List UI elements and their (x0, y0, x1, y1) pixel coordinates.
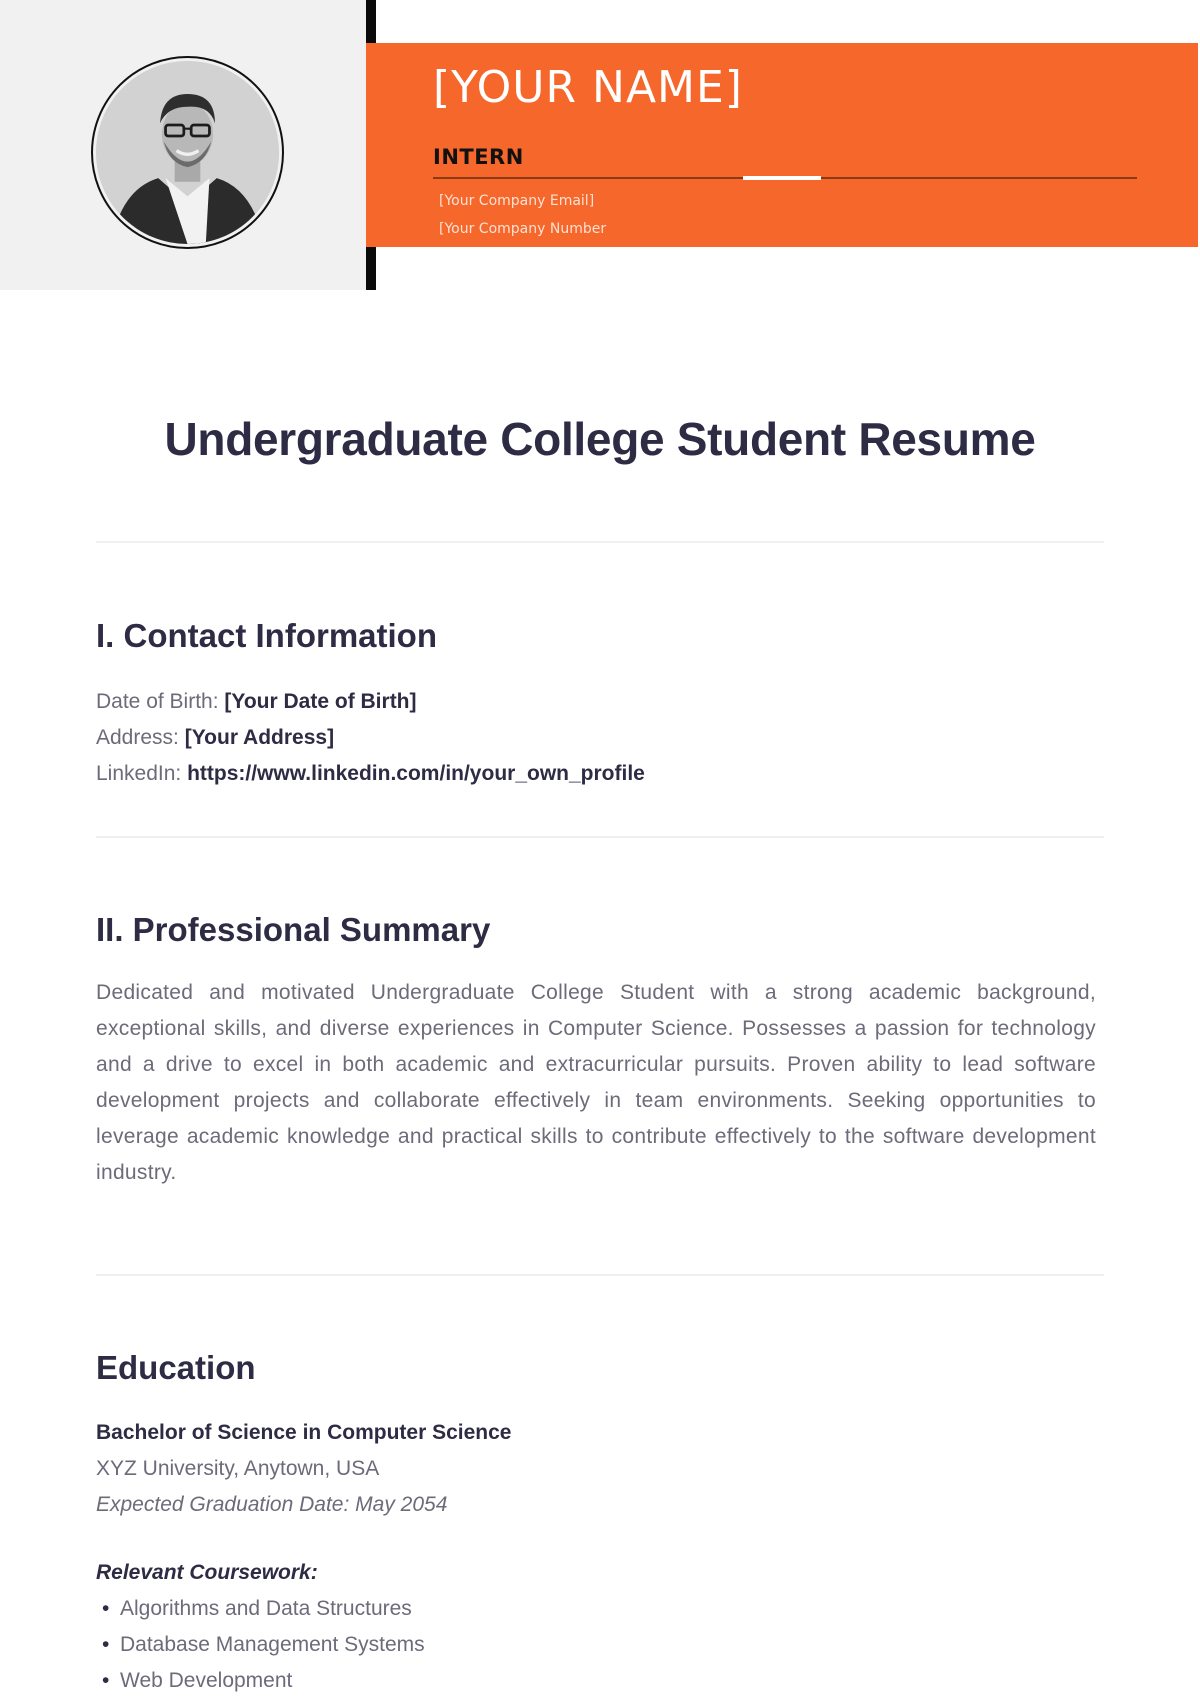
contact-row-dob (96, 684, 645, 720)
section-divider (96, 836, 1104, 838)
role-divider-accent (743, 176, 821, 180)
section-divider (96, 1274, 1104, 1276)
list-item (96, 1663, 425, 1699)
bullet-icon: • (102, 1597, 110, 1620)
contact-info (96, 684, 645, 792)
address-value: [Your Address] (184, 726, 335, 749)
resume-header (0, 0, 1200, 290)
section-divider (96, 541, 1104, 543)
page-title: Undergraduate College Student Resume (164, 413, 1036, 465)
avatar (91, 56, 284, 249)
dob-label: Date of Birth: (96, 690, 219, 713)
person-portrait-icon (96, 61, 279, 244)
contact-row-address (96, 720, 645, 756)
profile-photo (96, 61, 279, 244)
applicant-name: [YOUR NAME] (433, 62, 743, 113)
coursework-list (96, 1591, 425, 1699)
school-name: XYZ University, Anytown, USA (96, 1457, 380, 1480)
coursework-label: Relevant Coursework: (96, 1561, 318, 1584)
job-role: INTERN (433, 145, 524, 169)
photo-panel (0, 0, 366, 290)
linkedin-link[interactable]: https://www.linkedin.com/in/your_own_profile (187, 762, 645, 785)
list-item (96, 1591, 425, 1627)
list-item (96, 1627, 425, 1663)
course-name: Database Management Systems (120, 1633, 425, 1656)
company-number: [Your Company Number (439, 221, 607, 237)
education-entry (96, 1415, 511, 1523)
degree-name: Bachelor of Science in Computer Science (96, 1421, 512, 1444)
summary-heading: II. Professional Summary (96, 911, 491, 948)
linkedin-label: LinkedIn: (96, 762, 182, 785)
dob-value: [Your Date of Birth] (224, 690, 417, 713)
bullet-icon: • (102, 1669, 110, 1692)
graduation-date: Expected Graduation Date: May 2054 (96, 1493, 448, 1516)
contact-row-linkedin (96, 756, 645, 792)
bullet-icon: • (102, 1633, 110, 1656)
education-heading: Education (96, 1349, 256, 1386)
address-label: Address: (96, 726, 179, 749)
summary-text: Dedicated and motivated Undergraduate College Student with a strong academic background, exceptional skills, and diverse experiences in Computer Science. Possesses a passion for technology and a drive to excel in both academic and extracurricular pursuits. Proven ability to lead software development projects and collaborate effectively in team environments. Seeking opportunities to leverage academic knowledge and practical skills to contribute effectively to the software development industry. (96, 981, 1096, 1184)
company-email: [Your Company Email] (439, 193, 595, 209)
course-name: Web Development (120, 1669, 293, 1692)
contact-heading: I. Contact Information (96, 617, 437, 654)
coursework-block (96, 1555, 425, 1699)
course-name: Algorithms and Data Structures (120, 1597, 412, 1620)
